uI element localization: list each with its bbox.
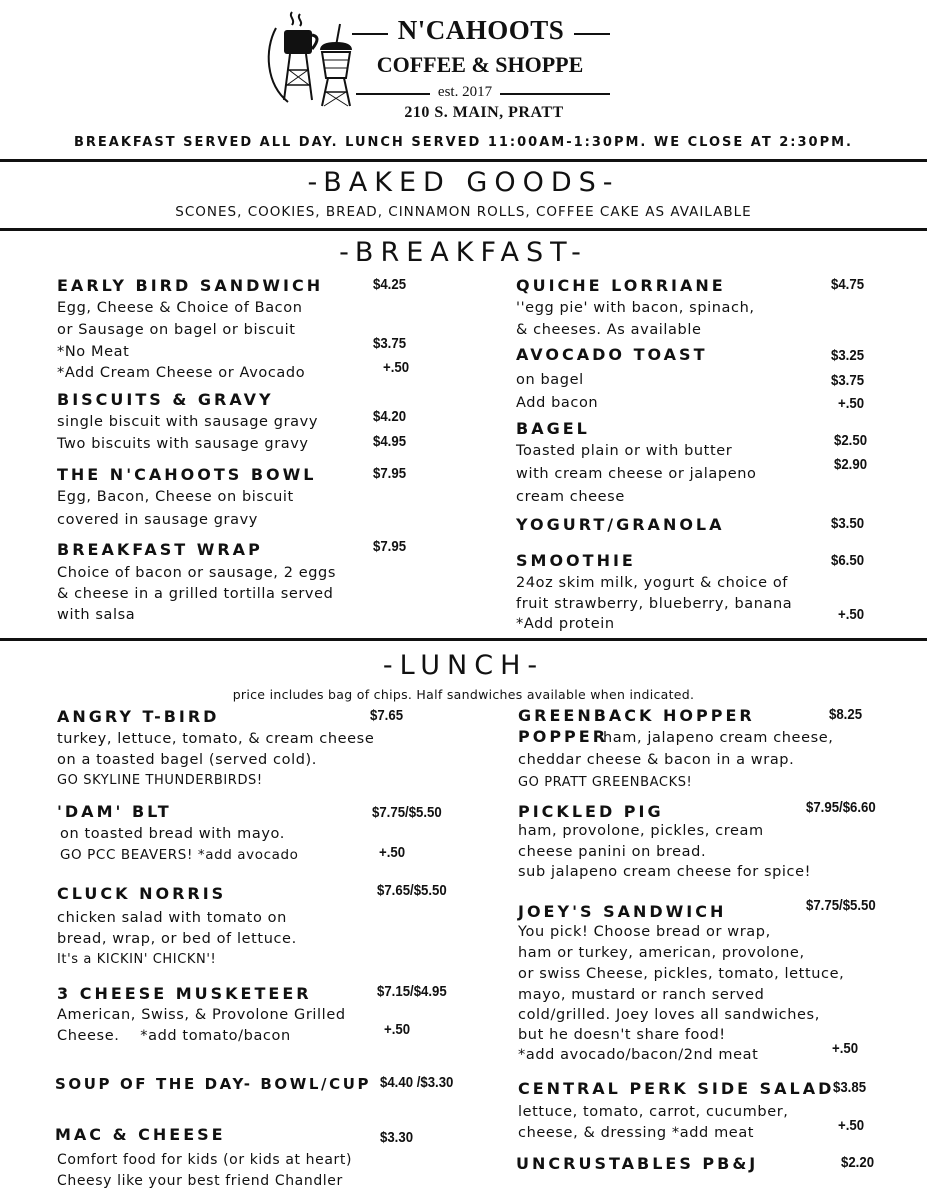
item-desc-line: with salsa	[57, 607, 136, 623]
item-price: $2.90	[834, 456, 868, 473]
item-desc-line: on a toasted bagel (served cold).	[57, 752, 317, 768]
item-price-dam-blt: $7.75/$5.50	[372, 804, 442, 821]
item-desc-line: GO PCC BEAVERS! *add avocado	[60, 847, 299, 863]
item-desc-line: It's a KICKIN' CHICKN'!	[57, 952, 217, 967]
item-price: +.50	[838, 606, 865, 623]
item-price-yogurt-granola: $3.50	[831, 515, 865, 532]
item-desc-line: covered in sausage gravy	[57, 512, 258, 528]
item-desc-line: cold/grilled. Joey loves all sandwiches,	[518, 1007, 820, 1023]
item-price-mac-cheese: $3.30	[380, 1129, 414, 1146]
item-price: +.50	[832, 1040, 859, 1057]
item-price-early-bird-sandwich: $4.25	[373, 276, 407, 293]
item-price: +.50	[383, 359, 410, 376]
est-rule-right	[500, 93, 610, 95]
item-name-quiche-lorriane: QUICHE LORRIANE	[516, 276, 726, 295]
item-price: $2.50	[834, 432, 868, 449]
lunch-note: price includes bag of chips. Half sandwiches available when indicated.	[232, 687, 695, 702]
item-price: $4.20	[373, 408, 407, 425]
item-price-soup-of-the-day: $4.40 /$3.30	[380, 1074, 454, 1091]
est-rule-left	[356, 93, 430, 95]
divider-3	[0, 638, 927, 641]
item-name-smoothie: SMOOTHIE	[516, 551, 636, 570]
lunch-title: -LUNCH-	[382, 650, 545, 681]
item-desc-line: GO PRATT GREENBACKS!	[518, 775, 693, 790]
item-price-smoothie: $6.50	[831, 552, 865, 569]
item-desc-line: Cheese. *add tomato/bacon	[57, 1028, 291, 1044]
item-desc-line: or swiss Cheese, pickles, tomato, lettuce,	[518, 966, 845, 982]
item-desc-line: but he doesn't share food!	[518, 1027, 726, 1043]
item-name-central-perk-side-salad: CENTRAL PERK SIDE SALAD	[518, 1079, 835, 1098]
divider-2	[0, 228, 927, 231]
item-price: $3.75	[373, 335, 407, 352]
item-price: $3.75	[831, 372, 865, 389]
established-year: est. 2017	[437, 84, 493, 100]
item-price-joeys-sandwich: $7.75/$5.50	[806, 897, 876, 914]
item-desc-line: cheese panini on bread.	[518, 844, 707, 860]
item-desc-line: *No Meat	[57, 344, 130, 360]
item-desc-line: fruit strawberry, blueberry, banana	[516, 596, 793, 612]
item-price-pickled-pig: $7.95/$6.60	[806, 799, 876, 816]
item-desc-line: Comfort food for kids (or kids at heart)	[57, 1152, 353, 1168]
item-price-uncrustables-pbj: $2.20	[841, 1154, 875, 1171]
item-name-yogurt-granola: YOGURT/GRANOLA	[516, 515, 725, 534]
item-price-avocado-toast: $3.25	[831, 347, 865, 364]
item-name-3-cheese-musketeer: 3 CHEESE MUSKETEER	[57, 984, 312, 1003]
item-desc-line: on toasted bread with mayo.	[60, 826, 285, 842]
item-desc-line: or Sausage on bagel or biscuit	[57, 322, 296, 338]
item-desc-line: turkey, lettuce, tomato, & cream cheese	[57, 731, 375, 747]
item-name-biscuits-gravy: BISCUITS & GRAVY	[57, 390, 274, 409]
item-price-greenback-hopper: $8.25	[829, 706, 863, 723]
item-desc-line: chicken salad with tomato on	[57, 910, 287, 926]
item-price-central-perk-side-salad: $3.85	[833, 1079, 867, 1096]
item-name-soup-of-the-day: SOUP OF THE DAY- BOWL/CUP	[55, 1075, 372, 1093]
item-desc-line: Toasted plain or with butter	[516, 443, 733, 459]
item-name-pickled-pig: PICKLED PIG	[518, 802, 664, 821]
item-desc-line: *Add protein	[516, 616, 615, 632]
item-desc-line: Two biscuits with sausage gravy	[57, 436, 309, 452]
item-desc-line: cheddar cheese & bacon in a wrap.	[518, 752, 795, 768]
item-desc-line: ham, provolone, pickles, cream	[518, 823, 764, 839]
item-desc-line: cream cheese	[516, 489, 625, 505]
item-desc-line: 24oz skim milk, yogurt & choice of	[516, 575, 789, 591]
item-name-uncrustables-pbj: UNCRUSTABLES PB&J	[516, 1154, 759, 1173]
item-desc-line: Cheesy like your best friend Chandler	[57, 1173, 343, 1189]
item-desc-line: American, Swiss, & Provolone Grilled	[57, 1007, 346, 1023]
item-desc-line: ''egg pie' with bacon, spinach,	[516, 300, 755, 316]
brand-rule-right	[574, 33, 610, 35]
item-name-popper: POPPER	[518, 727, 609, 746]
item-name-bagel: BAGEL	[516, 419, 590, 438]
item-name-breakfast-wrap: BREAKFAST WRAP	[57, 540, 263, 559]
item-desc-line: *add avocado/bacon/2nd meat	[518, 1047, 759, 1063]
address: 210 S. MAIN, PRATT	[404, 104, 564, 121]
hours-notice: BREAKFAST SERVED ALL DAY. LUNCH SERVED 11:00AM-1:30PM. WE CLOSE AT 2:30PM.	[73, 135, 853, 150]
item-price-breakfast-wrap: $7.95	[373, 538, 407, 555]
item-price: $4.95	[373, 433, 407, 450]
item-desc-line: Egg, Bacon, Cheese on biscuit	[57, 489, 294, 505]
item-price-angry-t-bird: $7.65	[370, 707, 404, 724]
item-price-quiche-lorriane: $4.75	[831, 276, 865, 293]
item-desc-line: cheese, & dressing *add meat	[518, 1125, 755, 1141]
item-name-angry-t-bird: ANGRY T-BIRD	[57, 707, 220, 726]
item-desc-line: You pick! Choose bread or wrap,	[518, 924, 771, 940]
item-price-3-cheese-musketeer: $7.15/$4.95	[377, 983, 447, 1000]
item-desc-line: GO SKYLINE THUNDERBIRDS!	[57, 773, 263, 788]
item-price: +.50	[838, 395, 865, 412]
item-price-cluck-norris: $7.65/$5.50	[377, 882, 447, 899]
item-name-greenback-hopper: GREENBACK HOPPER	[518, 706, 755, 725]
brand-name: N'CAHOOTS	[397, 15, 565, 45]
logo-illustration	[262, 10, 362, 110]
item-name-joeys-sandwich: JOEY'S SANDWICH	[518, 902, 727, 921]
item-desc-line: ham or turkey, american, provolone,	[518, 945, 805, 961]
brand-rule-left	[352, 33, 388, 35]
breakfast-title: -BREAKFAST-	[339, 237, 588, 268]
item-desc-line: & cheeses. As available	[516, 322, 702, 338]
divider-1	[0, 159, 927, 162]
item-name-dam-blt: 'DAM' BLT	[57, 802, 172, 821]
baked-goods-title: -BAKED GOODS-	[307, 167, 620, 198]
item-desc-line: ham, jalapeno cream cheese,	[603, 730, 834, 746]
item-desc-line: sub jalapeno cream cheese for spice!	[518, 864, 812, 880]
item-desc-line: *Add Cream Cheese or Avocado	[57, 365, 306, 381]
item-desc-line: Choice of bacon or sausage, 2 eggs	[57, 565, 337, 581]
item-desc-line: single biscuit with sausage gravy	[57, 414, 318, 430]
item-desc-line: Add bacon	[516, 395, 599, 411]
item-name-mac-cheese: MAC & CHEESE	[55, 1125, 226, 1144]
baked-goods-description: SCONES, COOKIES, BREAD, CINNAMON ROLLS, COFFEE CAKE AS AVAILABLE	[175, 204, 752, 220]
item-desc-line: & cheese in a grilled tortilla served	[57, 586, 334, 602]
item-desc-line: mayo, mustard or ranch served	[518, 987, 765, 1003]
item-desc-line: with cream cheese or jalapeno	[516, 466, 757, 482]
item-price: +.50	[838, 1117, 865, 1134]
item-price: +.50	[384, 1021, 411, 1038]
item-desc-line: lettuce, tomato, carrot, cucumber,	[518, 1104, 789, 1120]
item-desc-line: bread, wrap, or bed of lettuce.	[57, 931, 297, 947]
brand-subtitle: COFFEE & SHOPPE	[376, 52, 584, 77]
item-desc-line: on bagel	[516, 372, 584, 388]
item-name-avocado-toast: AVOCADO TOAST	[516, 345, 708, 364]
item-name-cluck-norris: CLUCK NORRIS	[57, 884, 227, 903]
item-price-ncahoots-bowl: $7.95	[373, 465, 407, 482]
item-name-ncahoots-bowl: THE N'CAHOOTS BOWL	[57, 465, 317, 484]
item-desc-line: Egg, Cheese & Choice of Bacon	[57, 300, 303, 316]
item-name-early-bird-sandwich: EARLY BIRD SANDWICH	[57, 276, 324, 295]
item-price: +.50	[379, 844, 406, 861]
